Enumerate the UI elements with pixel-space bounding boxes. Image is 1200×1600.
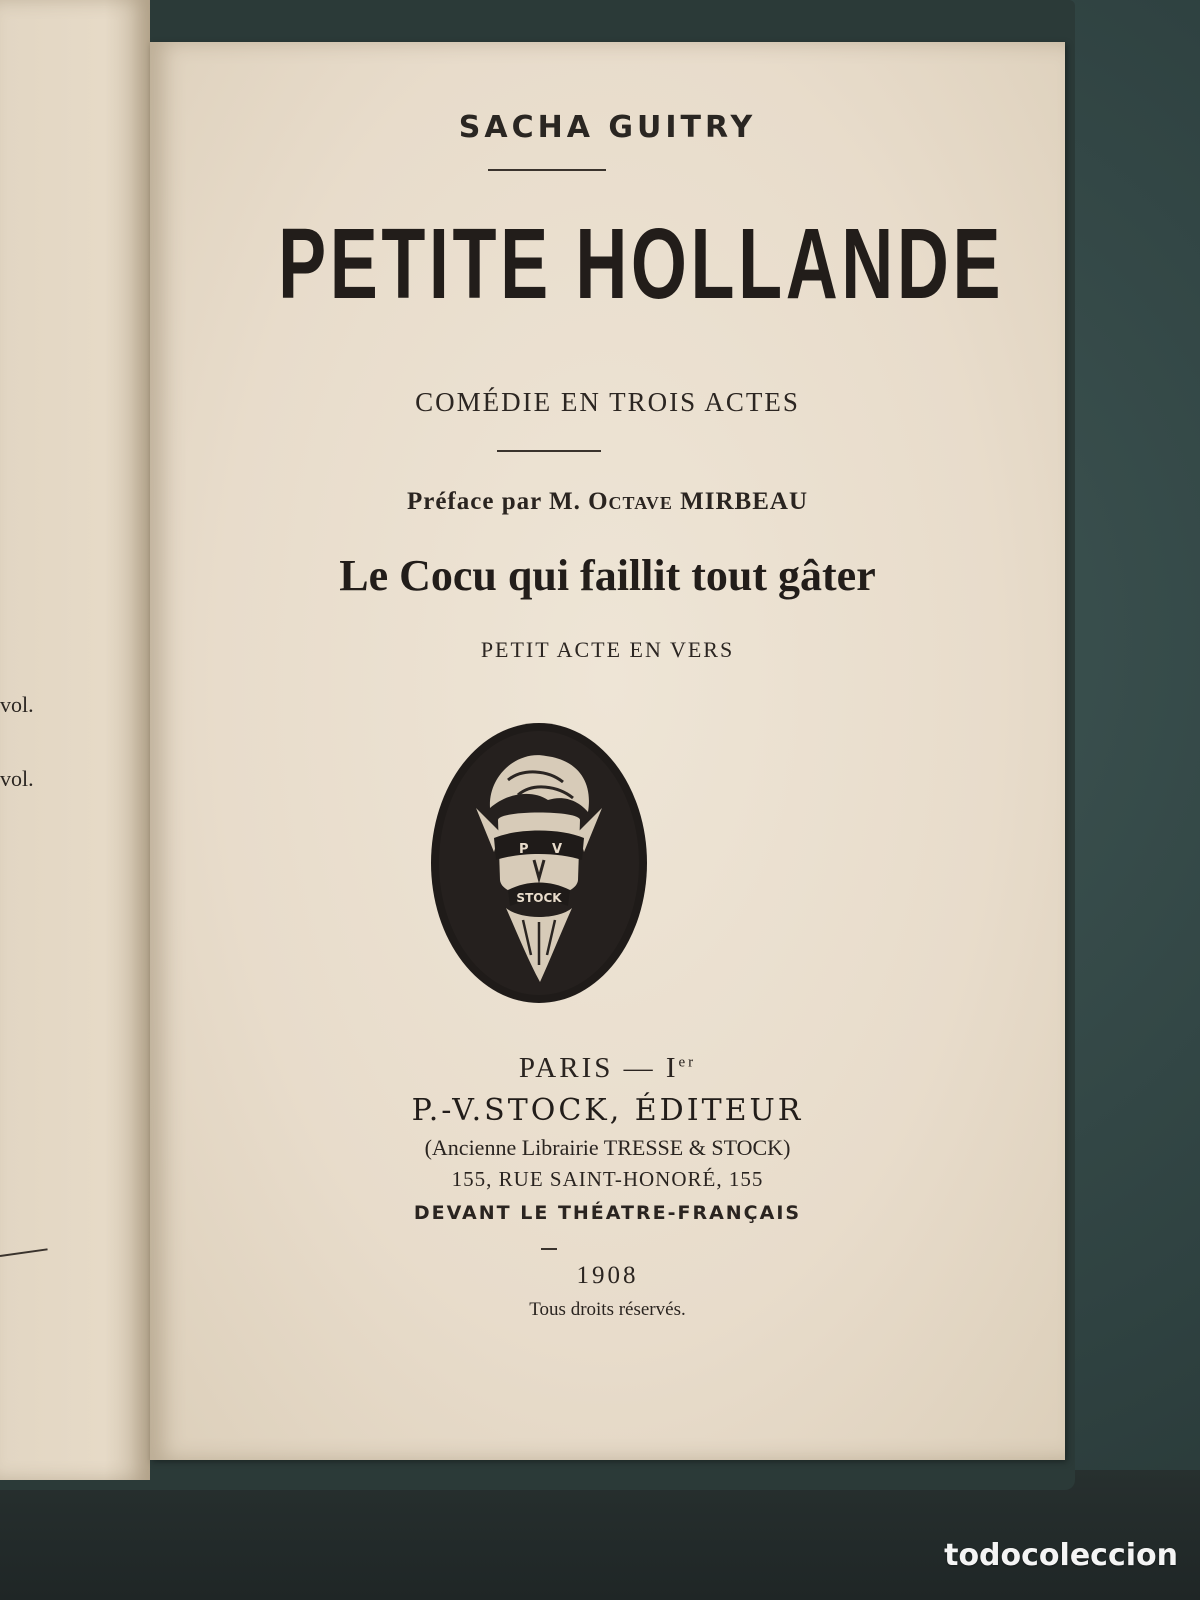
author-name: SACHA GUITRY bbox=[458, 110, 757, 145]
publication-year: 1908 bbox=[576, 1262, 639, 1289]
emblem-banner-text: STOCK bbox=[516, 891, 562, 905]
emblem-initial-v: V bbox=[552, 842, 563, 857]
publication-city: PARIS — Ier bbox=[518, 1052, 697, 1084]
publisher-emblem-icon bbox=[428, 720, 650, 1006]
book-subtitle: COMÉDIE EN TROIS ACTES bbox=[415, 387, 800, 417]
left-page-vol-text: vol. bbox=[0, 766, 34, 791]
left-page bbox=[0, 0, 150, 1480]
publisher-location: DEVANT LE THÉATRE-FRANÇAIS bbox=[413, 1202, 802, 1224]
publisher-name: P.-V.STOCK, ÉDITEUR bbox=[411, 1093, 804, 1128]
emblem-initial-p: P bbox=[519, 842, 529, 857]
watermark-logo: todocoleccion bbox=[944, 1538, 1178, 1573]
publisher-former-name: (Ancienne Librairie TRESSE & STOCK) bbox=[424, 1135, 791, 1160]
divider-rule bbox=[488, 169, 606, 171]
divider-rule bbox=[497, 450, 601, 452]
preface-credit: Préface par M. Octave MIRBEAU bbox=[406, 488, 809, 515]
rights-notice: Tous droits réservés. bbox=[529, 1299, 686, 1320]
left-page-rule bbox=[0, 1248, 48, 1257]
second-play-title: Le Cocu qui faillit tout gâter bbox=[339, 551, 876, 600]
title-page bbox=[150, 42, 1065, 1460]
book-title: PETITE HOLLANDE bbox=[278, 208, 1005, 320]
divider-rule bbox=[541, 1248, 557, 1250]
publisher-address: 155, RUE SAINT-HONORÉ, 155 bbox=[451, 1167, 764, 1191]
left-page-vol-text: vol. bbox=[0, 692, 34, 717]
second-play-subtitle: PETIT ACTE EN VERS bbox=[480, 637, 735, 662]
